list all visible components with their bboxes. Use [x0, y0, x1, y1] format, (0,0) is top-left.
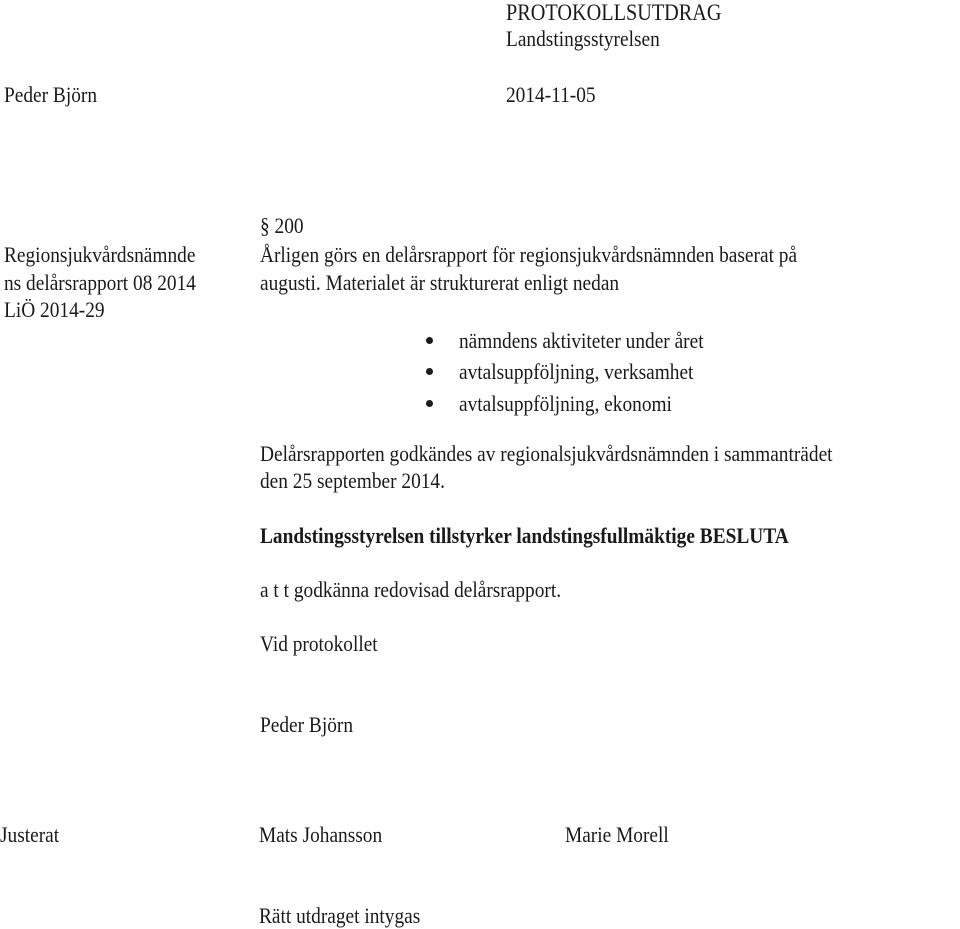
intro-text-line2: augusti. Materialet är strukturerat enligt nedan	[260, 270, 620, 295]
adjusted-label: Justerat	[0, 822, 60, 847]
margin-subject-line2: ns delårsrapport 08 2014	[4, 270, 196, 295]
author-name: Peder Björn	[4, 82, 98, 107]
margin-reference-number: LiÖ 2014-29	[4, 297, 105, 322]
secretary-name: Peder Björn	[260, 712, 354, 737]
decision-text: a t t godkänna redovisad delårsrapport.	[260, 577, 562, 602]
certification-text: Rätt utdraget intygas	[259, 903, 421, 928]
recommendation-heading: Landstingsstyrelsen tillstyrker landstingsfullmäktige BESLUTA	[260, 523, 789, 548]
margin-subject-line1: Regionsjukvårdsnämnde	[4, 242, 196, 267]
adjuster-name-2: Marie Morell	[565, 822, 669, 847]
protocol-label: Vid protokollet	[260, 631, 378, 656]
organization-name: Landstingsstyrelsen	[506, 26, 660, 51]
adjuster-name-1: Mats Johansson	[259, 822, 383, 847]
section-number: § 200	[260, 213, 304, 238]
approval-text-line1: Delårsrapporten godkändes av regionalsjukvårdsnämnden i sammanträdet	[260, 441, 833, 466]
bullet-item: nämndens aktiviteter under året	[459, 328, 704, 353]
document-type: PROTOKOLLSUTDRAG	[506, 0, 722, 25]
document-date: 2014-11-05	[506, 82, 596, 107]
approval-text-line2: den 25 september 2014.	[260, 468, 445, 493]
bullet-item: avtalsuppföljning, verksamhet	[459, 359, 694, 384]
bullet-dot	[426, 368, 433, 375]
bullet-dot	[426, 337, 433, 344]
bullet-dot	[426, 400, 433, 407]
bullet-item: avtalsuppföljning, ekonomi	[459, 391, 672, 416]
intro-text-line1: Årligen görs en delårsrapport för regionsjukvårdsnämnden baserat på	[260, 242, 798, 267]
